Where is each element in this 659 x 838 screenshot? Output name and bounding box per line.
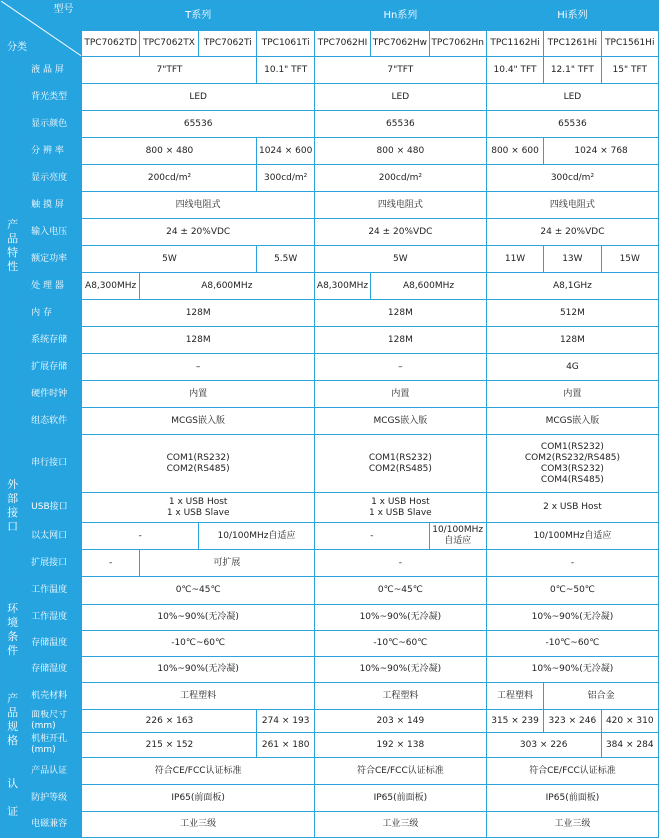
value-cell: 5.5W [257,246,314,273]
value-cell: 24 ± 20%VDC [486,219,658,246]
value-cell: LED [486,84,658,111]
value-cell: COM1(RS232) COM2(RS485) [314,435,486,493]
row-label: 机壳材料 [25,683,82,710]
value-cell: 10%~90%(无冷凝) [82,657,314,683]
row-label: USB接口 [25,493,82,523]
spec-row [1,165,659,192]
header-models-row [1,31,659,57]
row-label: 机柜开孔 (mm) [25,733,82,758]
value-cell: 192 × 138 [314,733,486,758]
value-cell: 300cd/m² [257,165,314,192]
spec-row [1,550,659,577]
value-cell: 13W [544,246,601,273]
model-header: TPC1162Hi [486,31,543,57]
spec-row [1,605,659,631]
spec-row [1,273,659,300]
row-label: 组态软件 [25,408,82,435]
value-cell: 128M [314,300,486,327]
value-cell: -10℃~60℃ [486,631,658,657]
value-cell: 符合CE/FCC认证标准 [486,758,658,785]
value-cell: 128M [486,327,658,354]
value-cell: 24 ± 20%VDC [82,219,314,246]
value-cell: 200cd/m² [314,165,486,192]
value-cell: IP65(前面板) [486,785,658,812]
value-cell: 10.1" TFT [257,57,314,84]
row-label: 分 辨 率 [25,138,82,165]
value-cell: -10℃~60℃ [314,631,486,657]
spec-row [1,327,659,354]
row-label: 触 摸 屏 [25,192,82,219]
value-cell: 200cd/m² [82,165,257,192]
header-series-row [1,1,659,31]
spec-row [1,408,659,435]
value-cell: 512M [486,300,658,327]
value-cell: MCGS嵌入版 [314,408,486,435]
value-cell: 11W [486,246,543,273]
model-header: TPC7062Hw [371,31,429,57]
value-cell: MCGS嵌入版 [486,408,658,435]
value-cell: 10%~90%(无冷凝) [486,657,658,683]
value-cell: 303 × 226 [486,733,601,758]
value-cell: 1 x USB Host 1 x USB Slave [314,493,486,523]
value-cell: 24 ± 20%VDC [314,219,486,246]
value-cell: 315 × 239 [486,710,543,733]
row-label: 额定功率 [25,246,82,273]
value-cell: 65536 [314,111,486,138]
value-cell: 215 × 152 [82,733,257,758]
value-cell: 203 × 149 [314,710,486,733]
value-cell: MCGS嵌入版 [82,408,314,435]
value-cell: 内置 [82,381,314,408]
value-cell: 0℃~50℃ [486,577,658,605]
value-cell: 5W [82,246,257,273]
value-cell: 226 × 163 [82,710,257,733]
value-cell: 323 × 246 [544,710,601,733]
value-cell: IP65(前面板) [314,785,486,812]
value-cell: 10.4" TFT [486,57,543,84]
value-cell: 内置 [314,381,486,408]
value-cell: 274 × 193 [257,710,314,733]
value-cell: 15" TFT [601,57,658,84]
row-label: 系统存储 [25,327,82,354]
model-header: TPC1561Hi [601,31,658,57]
value-cell: 工业三级 [82,812,314,838]
category-cell: 产 品 规 格 [1,683,25,758]
value-cell: 符合CE/FCC认证标准 [82,758,314,785]
row-label: 产品认证 [25,758,82,785]
value-cell: 65536 [82,111,314,138]
value-cell: 128M [82,300,314,327]
spec-row [1,300,659,327]
spec-row [1,493,659,523]
value-cell: A8,1GHz [486,273,658,300]
model-header: TPC1061Ti [257,31,314,57]
spec-row [1,192,659,219]
value-cell: 1024 × 768 [544,138,659,165]
series-header: T系列 [82,1,314,31]
value-cell: 工业三级 [314,812,486,838]
value-cell: 工程塑料 [314,683,486,710]
corner-bottom-label: 分类 [7,42,27,53]
corner-top-label: 型号 [53,4,74,15]
value-cell: 10/100MHz自适应 [199,523,315,550]
spec-row [1,657,659,683]
spec-row [1,683,659,710]
value-cell: 128M [314,327,486,354]
category-cell: 认 证 [1,758,25,838]
row-label: 电磁兼容 [25,812,82,838]
spec-row [1,733,659,758]
spec-row [1,219,659,246]
spec-row [1,758,659,785]
spec-row [1,111,659,138]
value-cell: 10/100MHz自适应 [486,523,658,550]
value-cell: 1 x USB Host 1 x USB Slave [82,493,314,523]
value-cell: 128M [82,327,314,354]
value-cell: LED [82,84,314,111]
value-cell: A8,600MHz [371,273,487,300]
value-cell: 可扩展 [139,550,314,577]
value-cell: 10%~90%(无冷凝) [486,605,658,631]
row-label: 工作温度 [25,577,82,605]
row-label: 扩展接口 [25,550,82,577]
value-cell: 420 × 310 [601,710,658,733]
spec-row [1,381,659,408]
spec-row [1,812,659,838]
spec-body [1,1,659,838]
row-label: 面板尺寸 (mm) [25,710,82,733]
value-cell: 2 x USB Host [486,493,658,523]
model-header: TPC7062HI [314,31,370,57]
value-cell: LED [314,84,486,111]
row-label: 显示颜色 [25,111,82,138]
model-header: TPC7062Ti [199,31,257,57]
value-cell: - [314,523,429,550]
spec-row [1,577,659,605]
value-cell: 内置 [486,381,658,408]
model-header: TPC7062Hn [429,31,486,57]
value-cell: 四线电阻式 [486,192,658,219]
category-cell: 产 品 特 性 [1,57,25,435]
row-label: 背光类型 [25,84,82,111]
row-label: 工作湿度 [25,605,82,631]
value-cell: A8,600MHz [139,273,314,300]
value-cell: 384 × 284 [601,733,658,758]
row-label: 存储温度 [25,631,82,657]
spec-row [1,631,659,657]
spec-row [1,138,659,165]
row-label: 处 理 器 [25,273,82,300]
value-cell: 300cd/m² [486,165,658,192]
value-cell: - [82,523,199,550]
model-header: TPC7062TX [139,31,198,57]
value-cell: A8,300MHz [314,273,370,300]
row-label: 液 晶 屏 [25,57,82,84]
value-cell: 800 × 600 [486,138,543,165]
row-label: 串行接口 [25,435,82,493]
model-header: TPC1261Hi [544,31,601,57]
value-cell: 10/100MHz 自适应 [429,523,486,550]
value-cell: 7"TFT [314,57,486,84]
row-label: 输入电压 [25,219,82,246]
value-cell: 800 × 480 [314,138,486,165]
row-label: 防护等级 [25,785,82,812]
spec-row [1,710,659,733]
value-cell: 0℃~45℃ [314,577,486,605]
value-cell: 15W [601,246,658,273]
value-cell: 10%~90%(无冷凝) [82,605,314,631]
value-cell: 工业三级 [486,812,658,838]
value-cell: 800 × 480 [82,138,257,165]
spec-row [1,435,659,493]
row-label: 以太网口 [25,523,82,550]
value-cell: 10%~90%(无冷凝) [314,605,486,631]
value-cell: – [314,354,486,381]
value-cell: 4G [486,354,658,381]
value-cell: 10%~90%(无冷凝) [314,657,486,683]
spec-row [1,523,659,550]
value-cell: COM1(RS232) COM2(RS485) [82,435,314,493]
series-header: Hi系列 [486,1,658,31]
value-cell: - [82,550,139,577]
value-cell: -10℃~60℃ [82,631,314,657]
value-cell: 7"TFT [82,57,257,84]
value-cell: 5W [314,246,486,273]
value-cell: 工程塑料 [82,683,314,710]
value-cell: 12.1" TFT [544,57,601,84]
value-cell: 261 × 180 [257,733,314,758]
value-cell: 四线电阻式 [314,192,486,219]
value-cell: - [486,550,658,577]
value-cell: 四线电阻式 [82,192,314,219]
spec-row [1,57,659,84]
row-label: 硬件时钟 [25,381,82,408]
spec-row [1,354,659,381]
row-label: 显示亮度 [25,165,82,192]
value-cell: 0℃~45℃ [82,577,314,605]
series-header: Hn系列 [314,1,486,31]
value-cell: 铝合金 [544,683,659,710]
value-cell: COM1(RS232) COM2(RS232/RS485) COM3(RS232) COM4(RS485) [486,435,658,493]
value-cell: – [82,354,314,381]
spec-row [1,246,659,273]
row-label: 内 存 [25,300,82,327]
category-cell: 外 部 接 口 [1,435,25,577]
value-cell: - [314,550,486,577]
value-cell: 工程塑料 [486,683,543,710]
row-label: 存储湿度 [25,657,82,683]
spec-row [1,785,659,812]
value-cell: 1024 × 600 [257,138,314,165]
model-header: TPC7062TD [82,31,139,57]
corner-cell [1,1,82,57]
value-cell: A8,300MHz [82,273,139,300]
value-cell: 符合CE/FCC认证标准 [314,758,486,785]
row-label: 扩展存储 [25,354,82,381]
value-cell: IP65(前面板) [82,785,314,812]
value-cell: 65536 [486,111,658,138]
spec-row [1,84,659,111]
category-cell: 环 境 条 件 [1,577,25,683]
